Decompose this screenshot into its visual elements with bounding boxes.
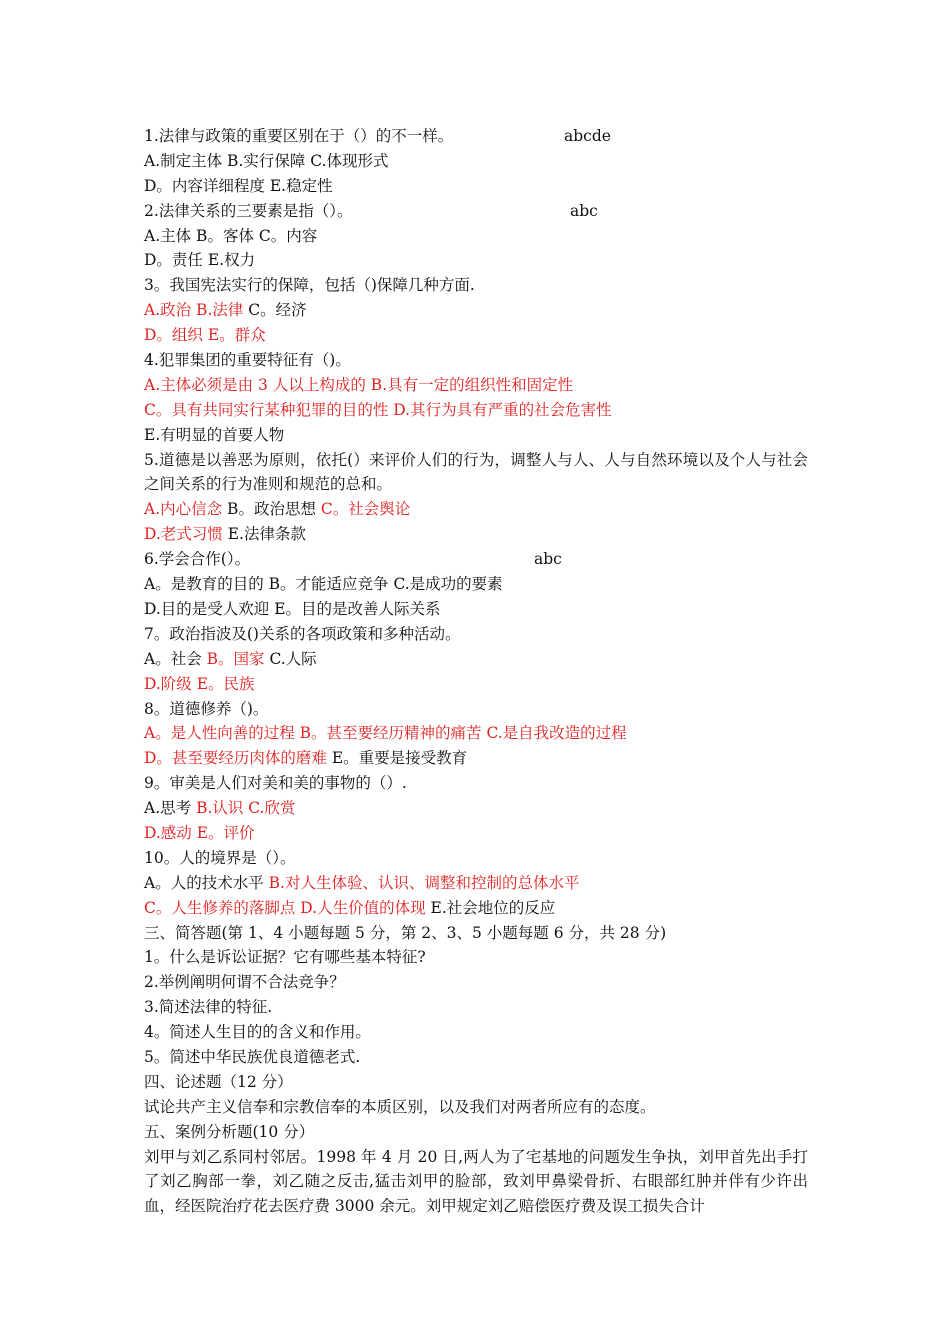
- text-line: [144, 522, 808, 547]
- line-text: A。是教育的目的 B。才能适应竞争 C.是成功的要素: [144, 575, 503, 594]
- text-line: [144, 1095, 808, 1120]
- text-line: [144, 572, 808, 597]
- line-text: 5。简述中华民族优良道德老式.: [144, 1047, 361, 1066]
- highlighted-answer-text: D。组织 E。群众: [144, 326, 266, 345]
- highlighted-answer-text: B。国家: [206, 649, 265, 668]
- text-line: [144, 373, 808, 398]
- text-line: [144, 248, 808, 273]
- text-line: [144, 124, 808, 149]
- text-line: [144, 448, 808, 498]
- text-line: [144, 995, 808, 1020]
- line-text: 5.道德是以善恶为原则，依托(）来评价人们的行为，调整人与人、人与自然环境以及个人与社会之间关系的行为准则和规范的总和。: [144, 450, 808, 494]
- text-line: [144, 672, 808, 697]
- text-line: [144, 1045, 808, 1070]
- line-text: D。内容详细程度 E.稳定性: [144, 176, 333, 195]
- highlighted-answer-text: D.老式习惯: [144, 525, 223, 544]
- line-text: B。政治思想: [222, 500, 321, 519]
- text-line: [144, 1020, 808, 1045]
- line-text: C。经济: [243, 301, 307, 320]
- line-text: E。重要是接受教育: [326, 749, 468, 768]
- line-text: 刘甲与刘乙系同村邻居。1998 年 4 月 20 日,两人为了宅基地的问题发生争执，刘甲首先出手打了刘乙胸部一拳，刘乙随之反击,猛击刘甲的脸部，致刘甲鼻梁骨折、右眼部红肿并伴有少许出血，经医院治疗花去医疗费 3000 余元。刘甲规定刘乙赔偿医疗费及误工损失合计: [144, 1147, 808, 1216]
- highlighted-answer-text: B.认识 C.欣赏: [196, 799, 296, 818]
- text-line: [144, 746, 808, 771]
- text-line: [144, 970, 808, 995]
- answer-key: abc: [534, 550, 562, 569]
- answer-key: abcde: [564, 127, 611, 145]
- text-line: [144, 199, 808, 224]
- text-line: [144, 398, 808, 423]
- line-text: 3。我国宪法实行的保障，包括（)保障几种方面.: [144, 276, 475, 295]
- line-text: 8。道德修养（)。: [144, 699, 269, 718]
- text-line: [144, 622, 808, 647]
- highlighted-answer-text: D.阶级 E。民族: [144, 674, 255, 693]
- line-text: E.社会地位的反应: [425, 898, 556, 917]
- line-text: A。人的技术水平: [144, 873, 269, 892]
- line-text: 1.法律与政策的重要区别在于（）的不一样。: [144, 127, 454, 145]
- text-line: [144, 896, 808, 921]
- text-line: [144, 224, 808, 249]
- text-line: [144, 423, 808, 448]
- line-text: A。社会: [144, 649, 207, 668]
- line-text: 3.简述法律的特征.: [144, 998, 273, 1017]
- line-text: 试论共产主义信奉和宗教信奉的本质区别，以及我们对两者所应有的态度。: [144, 1097, 656, 1116]
- line-text: 1。什么是诉讼证据？它有哪些基本特征?: [144, 948, 426, 967]
- text-line: [144, 721, 808, 746]
- text-line: [144, 547, 808, 572]
- line-text: 五、案例分析题(10 分）: [144, 1122, 315, 1141]
- line-text: 4。简述人生目的的含义和作用。: [144, 1023, 371, 1042]
- text-line: [144, 1145, 808, 1220]
- text-line: [144, 149, 808, 174]
- text-line: [144, 921, 808, 946]
- highlighted-answer-text: C。具有共同实行某种犯罪的目的性 D.其行为具有严重的社会危害性: [144, 400, 612, 419]
- text-line: [144, 697, 808, 722]
- text-line: [144, 273, 808, 298]
- line-text: A.制定主体 B.实行保障 C.体现形式: [144, 151, 389, 170]
- text-line: [144, 298, 808, 323]
- answer-key: abc: [570, 201, 598, 220]
- line-text: 三、简答题(第 1、4 小题每题 5 分，第 2、3、5 小题每题 6 分，共 28 分): [144, 923, 667, 942]
- highlighted-answer-text: A。是人性向善的过程 B。甚至要经历精神的痛苦 C.是自我改造的过程: [144, 724, 627, 743]
- line-text: 2.法律关系的三要素是指（）。: [144, 201, 353, 220]
- text-line: [144, 945, 808, 970]
- highlighted-answer-text: D。甚至要经历肉体的磨难: [144, 749, 327, 768]
- line-text: D.目的是受人欢迎 E。目的是改善人际关系: [144, 599, 441, 618]
- line-text: 7。政治指波及()关系的各项政策和多种活动。: [144, 624, 461, 643]
- text-line: [144, 174, 808, 199]
- line-text: E.法律条款: [222, 525, 306, 544]
- line-text: 6.学会合作(）。: [144, 550, 251, 569]
- highlighted-answer-text: A.内心信念: [144, 500, 223, 519]
- highlighted-answer-text: A.政治 B.法律: [144, 301, 244, 320]
- highlighted-answer-text: C。人生修养的落脚点 D.人生价值的体现: [144, 898, 426, 917]
- text-line: [144, 846, 808, 871]
- text-line: [144, 647, 808, 672]
- text-line: [144, 323, 808, 348]
- highlighted-answer-text: C。社会舆论: [320, 500, 411, 519]
- line-text: 9。审美是人们对美和美的事物的（）.: [144, 774, 407, 793]
- text-line: [144, 871, 808, 896]
- line-text: D。责任 E.权力: [144, 251, 256, 270]
- line-text: C.人际: [264, 649, 317, 668]
- line-text: 4.犯罪集团的重要特征有（)。: [144, 351, 351, 370]
- line-text: A.主体 B。客体 C。内容: [144, 226, 318, 245]
- text-line: [144, 771, 808, 796]
- line-text: 2.举例阐明何谓不合法竞争？: [144, 973, 345, 992]
- text-line: [144, 497, 808, 522]
- text-line: [144, 597, 808, 622]
- line-text: E.有明显的首要人物: [144, 425, 285, 444]
- line-text: 四、论述题（12 分）: [144, 1072, 293, 1091]
- line-text: A.思考: [144, 799, 197, 818]
- text-line: [144, 796, 808, 821]
- line-text: 10。人的境界是（）。: [144, 848, 296, 867]
- highlighted-answer-text: A.主体必须是由 3 人以上构成的 B.具有一定的组织性和固定性: [144, 375, 574, 394]
- document-body: [144, 124, 808, 1219]
- text-line: [144, 1070, 808, 1095]
- text-line: [144, 821, 808, 846]
- highlighted-answer-text: B.对人生体验、认识、调整和控制的总体水平: [268, 873, 580, 892]
- text-line: [144, 348, 808, 373]
- highlighted-answer-text: D.感动 E。评价: [144, 823, 255, 842]
- text-line: [144, 1120, 808, 1145]
